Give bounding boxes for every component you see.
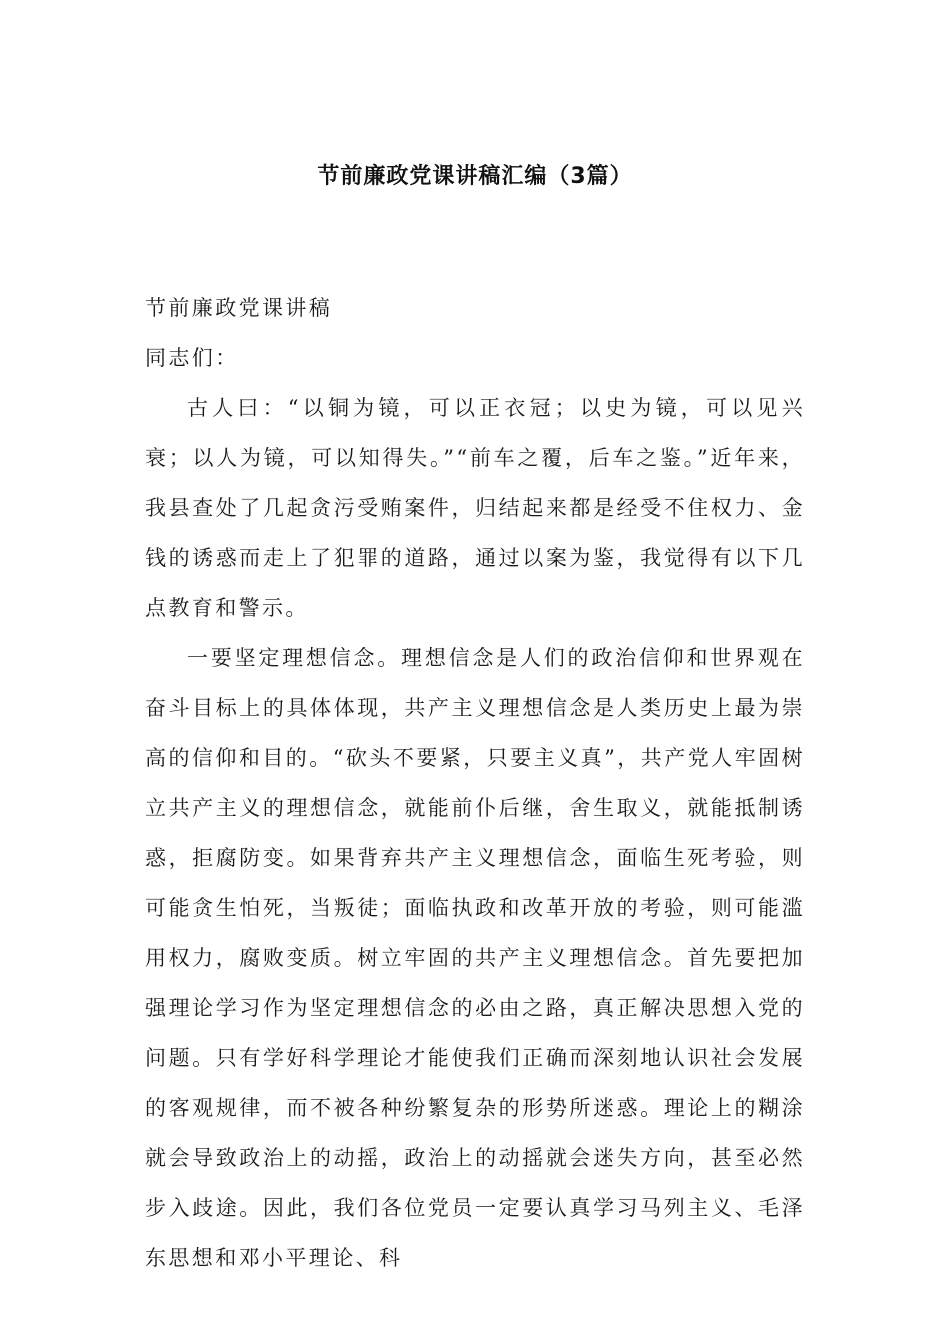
document-body [145, 283, 805, 1283]
document-title: 节前廉政党课讲稿汇编（3篇） [317, 164, 633, 189]
section-heading: 节前廉政党课讲稿 [145, 296, 333, 320]
paragraph-ideals: 一要坚定理想信念。理想信念是人们的政治信仰和世界观在奋斗目标上的具体体现，共产主义理想信念是人类历史上最为崇高的信仰和目的。“砍头不要紧，只要主义真”，共产党人牢固树立共产主义的理想信念，就能前仆后继，舍生取义，就能抵制诱惑，拒腐防变。如果背弃共产主义理想信念，面临生死考验，则可能贪生怕死，当叛徒；面临执政和改革开放的考验，则可能滥用权力，腐败变质。树立牢固的共产主义理想信念。首先要把加强理论学习作为坚定理想信念的必由之路，真正解决思想入党的问题。只有学好科学理论才能使我们正确而深刻地认识社会发展的客观规律，而不被各种纷繁复杂的形势所迷惑。理论上的糊涂就会导致政治上的动摇，政治上的动摇就会迷失方向，甚至必然步入歧途。因此，我们各位党员一定要认真学习马列主义、毛泽东思想和邓小平理论、科 [145, 646, 805, 1270]
paragraph-intro: 古人曰：“以铜为镜，可以正衣冠；以史为镜，可以见兴衰；以人为镜，可以知得失。”“前车之覆，后车之鉴。”近年来，我县查处了几起贪污受贿案件，归结起来都是经受不住权力、金钱的诱惑而走上了犯罪的道路，通过以案为鉴，我觉得有以下几点教育和警示。 [145, 396, 805, 620]
salutation: 同志们： [145, 346, 239, 370]
